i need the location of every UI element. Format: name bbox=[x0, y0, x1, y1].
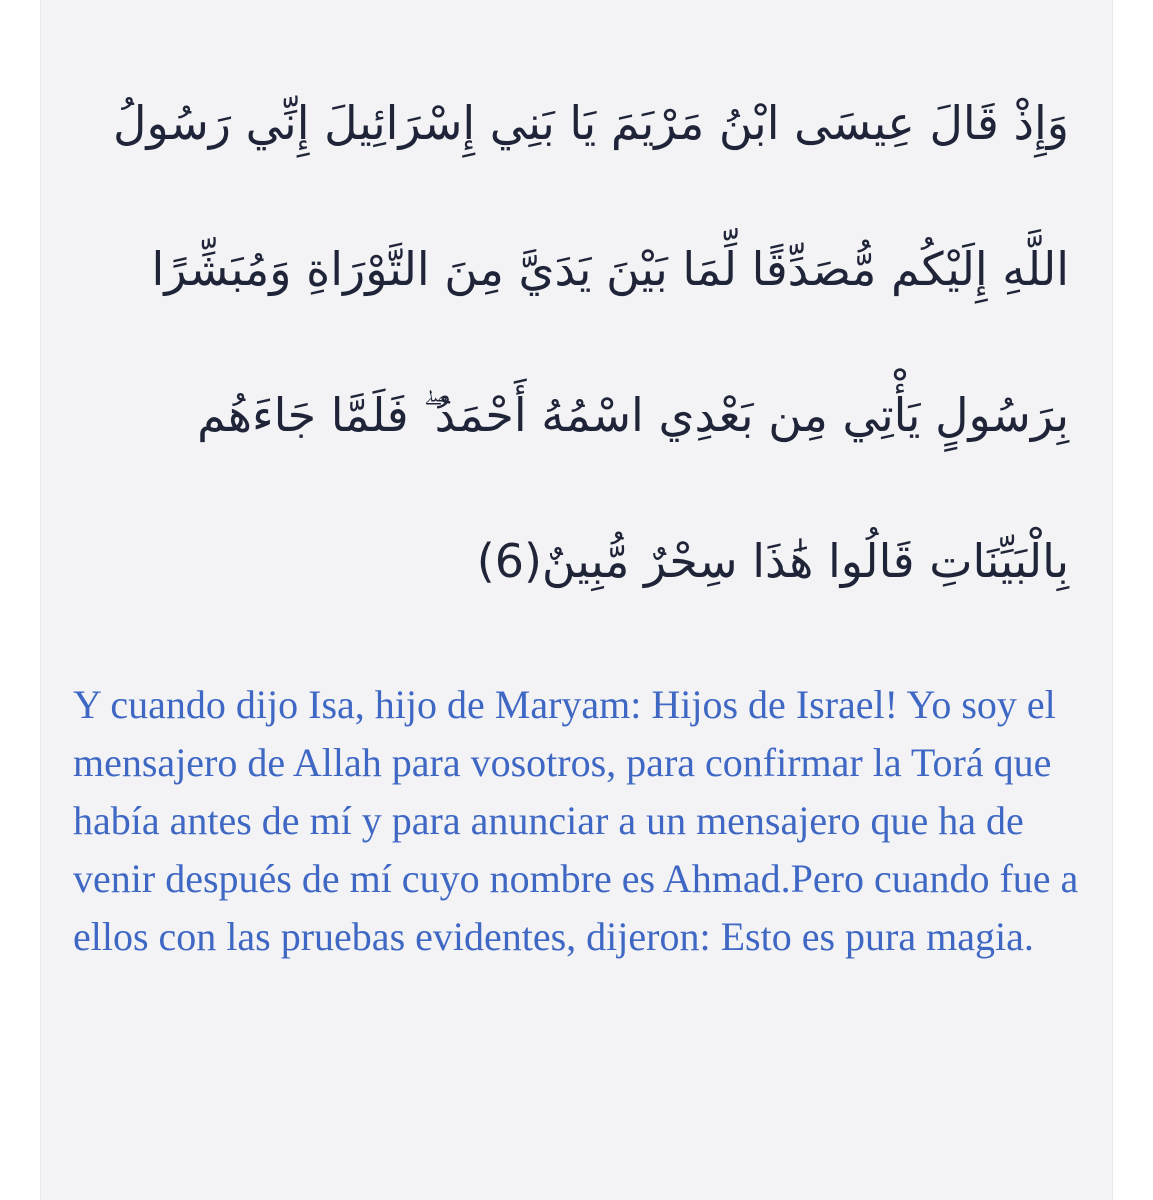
spanish-translation: Y cuando dijo Isa, hijo de Maryam: Hijos de Israel! Yo soy el mensajero de Allah para vosotros, para confirmar la Torá que había antes de mí y para anunciar a un mensajero que ha de venir después de mí cuyo nombre es Ahmad.Pero cuando fue a ellos con las pruebas evidentes, dijeron: Esto es pura magia. bbox=[73, 682, 1079, 959]
arabic-verse bbox=[79, 50, 1069, 634]
arabic-verse-line: اللَّهِ إِلَيْكُم مُّصَدِّقًا لِّمَا بَيْنَ يَدَيَّ مِنَ التَّوْرَاةِ وَمُبَشِّرًا bbox=[151, 242, 1069, 296]
verse-card bbox=[40, 0, 1113, 1200]
arabic-verse-line: وَإِذْ قَالَ عِيسَى ابْنُ مَرْيَمَ يَا بَنِي إِسْرَائِيلَ إِنِّي رَسُولُ bbox=[113, 96, 1069, 150]
arabic-verse-line: بِرَسُولٍ يَأْتِي مِن بَعْدِي اسْمُهُ أَحْمَدُ ۖ فَلَمَّا جَاءَهُم bbox=[197, 388, 1069, 442]
arabic-verse-line: بِالْبَيِّنَاتِ قَالُوا هَٰذَا سِحْرٌ مُّبِينٌ(6) bbox=[476, 534, 1069, 588]
